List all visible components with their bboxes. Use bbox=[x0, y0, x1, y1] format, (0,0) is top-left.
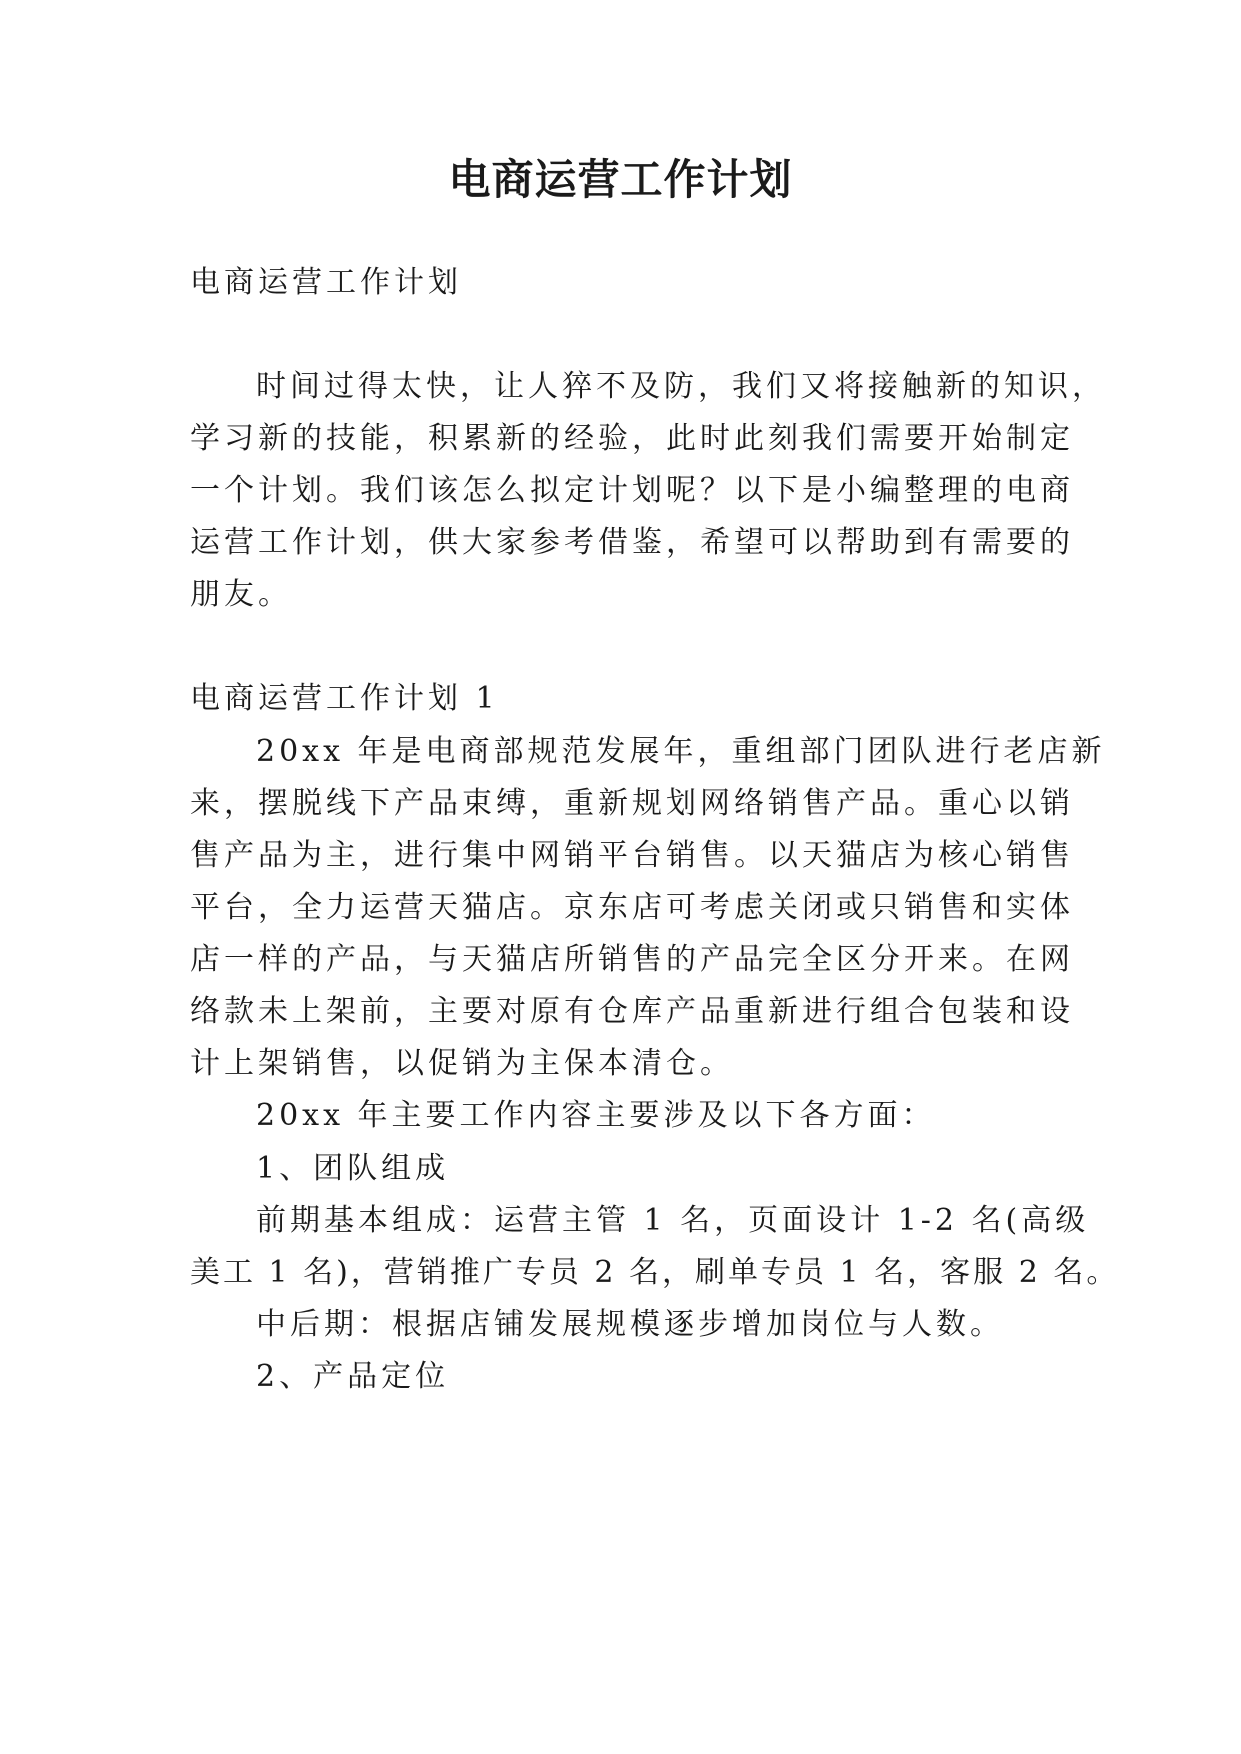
section1-line: 来，摆脱线下产品束缚，重新规划网络销售产品。重心以销 bbox=[190, 786, 1074, 821]
section1-line: 店一样的产品，与天猫店所销售的产品完全区分开来。在网 bbox=[190, 942, 1074, 977]
section1-line: 20xx 年是电商部规范发展年，重组部门团队进行老店新 bbox=[256, 734, 1106, 769]
section1-line: 络款未上架前，主要对原有仓库产品重新进行组合包装和设 bbox=[190, 994, 1074, 1029]
intro-line: 学习新的技能，积累新的经验，此时此刻我们需要开始制定 bbox=[190, 421, 1074, 456]
intro-line: 朋友。 bbox=[190, 577, 292, 612]
team-line: 前期基本组成：运营主管 1 名，页面设计 1-2 名(高级 bbox=[256, 1203, 1090, 1238]
intro-line: 一个计划。我们该怎么拟定计划呢？以下是小编整理的电商 bbox=[190, 473, 1074, 508]
intro-line: 时间过得太快，让人猝不及防，我们又将接触新的知识， bbox=[256, 369, 1106, 404]
intro-line: 运营工作计划，供大家参考借鉴，希望可以帮助到有需要的 bbox=[190, 525, 1074, 560]
work-content-line: 20xx 年主要工作内容主要涉及以下各方面： bbox=[256, 1098, 936, 1133]
document-subtitle: 电商运营工作计划 bbox=[190, 265, 462, 300]
team-line: 美工 1 名)，营销推广专员 2 名，刷单专员 1 名，客服 2 名。 bbox=[190, 1255, 1120, 1290]
section1-line: 售产品为主，进行集中网销平台销售。以天猫店为核心销售 bbox=[190, 838, 1074, 873]
later-stage-line: 中后期：根据店铺发展规模逐步增加岗位与人数。 bbox=[256, 1307, 1004, 1342]
document-title: 电商运营工作计划 bbox=[448, 155, 793, 204]
item2-heading: 2、产品定位 bbox=[256, 1359, 450, 1394]
section1-line: 平台，全力运营天猫店。京东店可考虑关闭或只销售和实体 bbox=[190, 890, 1074, 925]
section1-line: 计上架销售，以促销为主保本清仓。 bbox=[190, 1046, 734, 1081]
section1-heading: 电商运营工作计划 1 bbox=[190, 681, 499, 716]
item1-heading: 1、团队组成 bbox=[256, 1151, 450, 1186]
